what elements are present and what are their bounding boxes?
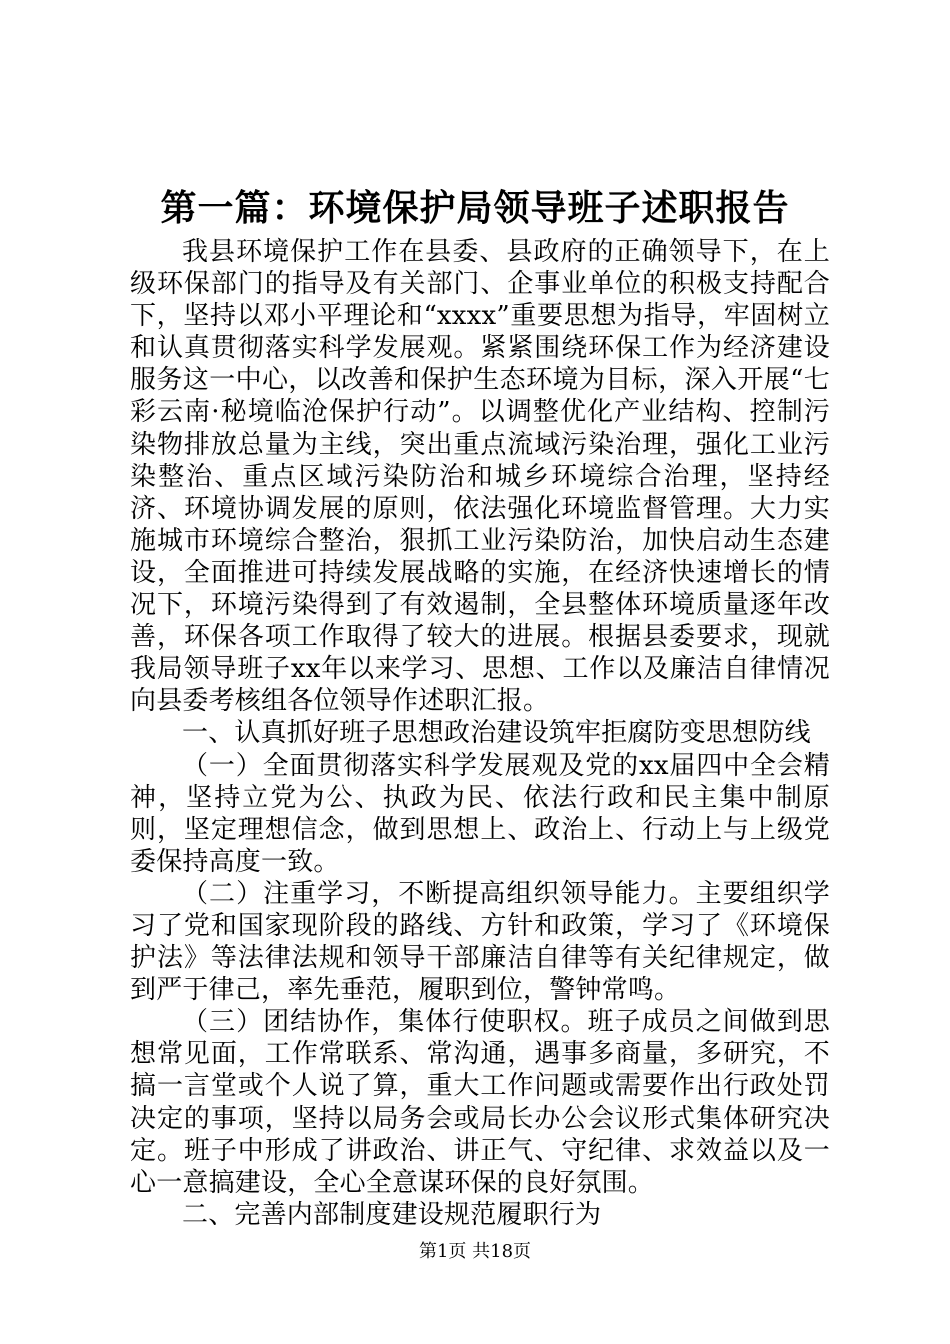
page-number-footer: 第1页 共18页 [418,1241,532,1262]
section-heading-1: 一、认真抓好班子思想政治建设筑牢拒腐防变思想防线 [182,718,811,749]
section-heading-2: 二、完善内部制度建设规范履职行为 [182,1199,602,1230]
paragraph-item-3: （三）团结协作，集体行使职权。班子成员之间做到思想常见面，工作常联系、常沟通，遇事多商量，多研究，不搞一言堂或个人说了算，重大工作问题或需要作出行政处罚决定的事项，坚持以局务会或局长办公会议形式集体研究决定。班子中形成了讲政治、讲正气、守纪律、求效益以及一心一意搞建设，全心全意谋环保的良好氛围。 [130,1007,830,1198]
paragraph-item-1: （一）全面贯彻落实科学发展观及党的xx届四中全会精神，坚持立党为公、执政为民、依法行政和民主集中制原则，坚定理想信念，做到思想上、政治上、行动上与上级党委保持高度一致。 [130,750,830,877]
paragraph-intro: 我县环境保护工作在县委、县政府的正确领导下，在上级环保部门的指导及有关部门、企事业单位的积极支持配合下，坚持以邓小平理论和“xxxx”重要思想为指导，牢固树立和认真贯彻落实科学发展观。紧紧围绕环保工作为经济建设服务这一中心，以改善和保护生态环境为目标，深入开展“七彩云南·秘境临沧保护行动”。以调整优化产业结构、控制污染物排放总量为主线，突出重点流域污染治理，强化工业污染整治、重点区域污染防治和城乡环境综合治理，坚持经济、环境协调发展的原则，依法强化环境监督管理。大力实施城市环境综合整治，狠抓工业污染防治，加快启动生态建设，全面推进可持续发展战略的实施，在经济快速增长的情况下，环境污染得到了有效遏制，全县整体环境质量逐年改善，环保各项工作取得了较大的进展。根据县委要求，现就我局领导班子xx年以来学习、思想、工作以及廉洁自律情况向县委考核组各位领导作述职汇报。 [130,237,830,717]
document-title: 第一篇：环境保护局领导班子述职报告 [160,187,790,229]
document-body [130,236,830,1231]
paragraph-item-2: （二）注重学习，不断提高组织领导能力。主要组织学习了党和国家现阶段的路线、方针和政策，学习了《环境保护法》等法律法规和领导干部廉洁自律等有关纪律规定，做到严于律己，率先垂范，履职到位，警钟常鸣。 [130,878,830,1006]
